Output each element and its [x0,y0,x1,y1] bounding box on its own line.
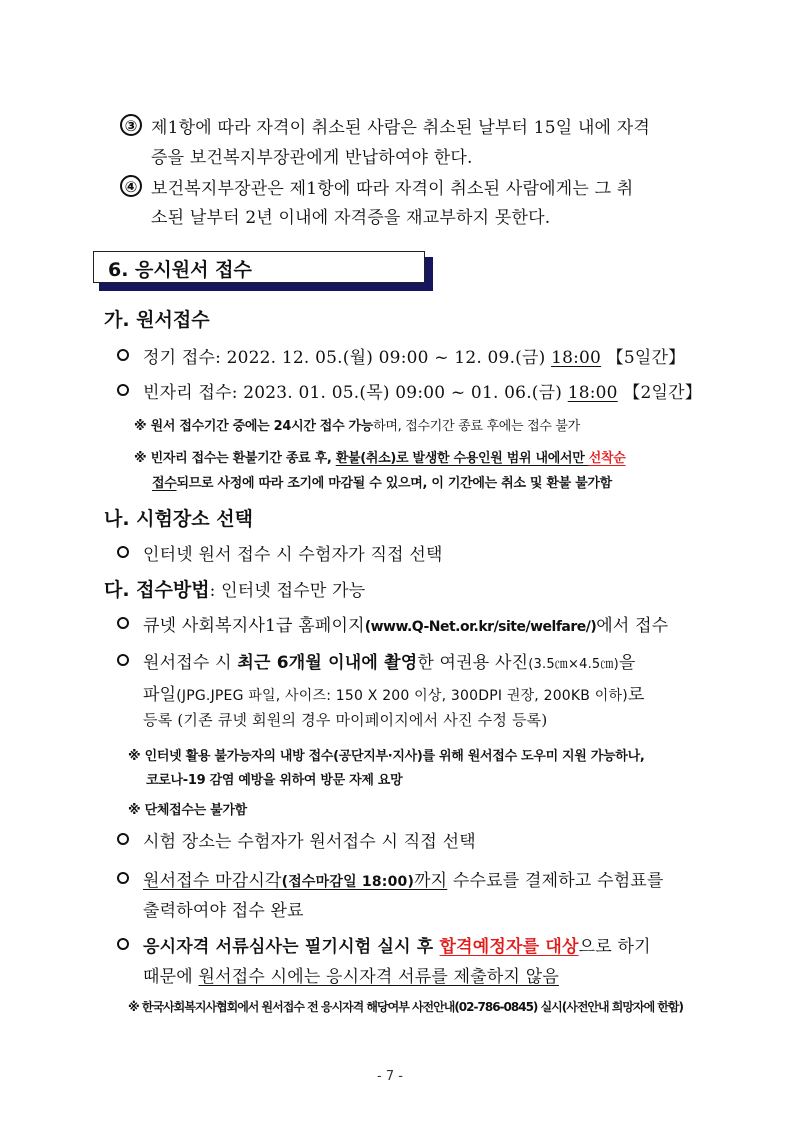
photo-requirement-line3: 등록 (기존 큐넷 회원의 경우 마이페이지에서 사진 수정 등록) [143,711,548,729]
photo-requirement-line1: 원서접수 시 최근 6개월 이내에 촬영한 여권용 사진(3.5㎝×4.5㎝)을 [143,653,636,673]
subheading-da: 다. 접수방법: 인터넷 접수만 가능 [104,579,366,601]
note-24h-application: ※ 원서 접수기간 중에는 24시간 접수 가능하며, 접수기간 종료 후에는 접수 불가 [134,419,580,434]
deadline-line1: 원서접수 마감시각(접수마감일 18:00)까지 수수료를 결제하고 수험표를 [143,871,664,891]
bullet-circle [117,654,129,666]
document-review-line2: 때문에 원서접수 시에는 응시자격 서류를 제출하지 않음 [143,967,559,987]
photo-requirement-line2: 파일(JPG.JPEG 파일, 사이즈: 150 X 200 이상, 300DPI 권장, 200KB 이하)로 [143,685,645,705]
bullet-circle [117,617,129,629]
regular-application-period: 정기 접수: 2022. 12. 05.(월) 09:00 ~ 12. 09.(금) 18:00 【5일간】 [143,348,686,368]
exam-location-text: 인터넷 원서 접수 시 수험자가 직접 선택 [143,545,443,565]
document-review-line1: 응시자격 서류심사는 필기시험 실시 후 합격예정자를 대상으로 하기 [143,937,651,957]
bullet-circle [117,546,129,558]
bullet-circle [117,349,129,361]
note-visit-line2: 코로나-19 감염 예방을 위하여 방문 자제 요망 [146,773,403,788]
qnet-homepage-text: 큐넷 사회복지사1급 홈페이지(www.Q-Net.or.kr/site/welfare/)에서 접수 [143,616,669,636]
subheading-na: 나. 시험장소 선택 [104,508,253,530]
note-group-application: ※ 단체접수는 불가함 [128,803,247,818]
note-vacancy-line1: ※ 빈자리 접수는 환불기간 종료 후, 환불(취소)로 발생한 수용인원 범위 내에서만 선착순 [134,451,626,466]
deadline-line2: 출력하여야 접수 완료 [143,901,304,921]
bullet-circle [117,938,129,950]
page-number: - 7 - [377,1069,403,1084]
vacancy-application-period: 빈자리 접수: 2023. 01. 05.(목) 09:00 ~ 01. 06.(금) 18:00 【2일간】 [143,383,702,403]
bullet-circle [117,872,129,884]
note-visit-line1: ※ 인터넷 활용 불가능자의 내방 접수(공단지부·지사)를 위해 원서접수 도우미 지원 가능하나, [128,749,645,764]
item-3-line2: 증을 보건복지부장관에게 반납하여야 한다. [151,148,473,168]
item-3-line1: 제1항에 따라 자격이 취소된 사람은 취소된 날부터 15일 내에 자격 [151,118,651,138]
bullet-circle [117,384,129,396]
item-4-line2: 소된 날부터 2년 이내에 자격증을 재교부하지 못한다. [151,208,551,228]
note-pre-guidance: ※ 한국사회복지사협회에서 원서접수 전 응시자격 해당여부 사전안내(02-786-0845) 실시(사전안내 희망자에 한함) [128,1000,684,1014]
section-box-shadow-bottom [99,283,433,291]
exam-location-select: 시험 장소는 수험자가 원서접수 시 직접 선택 [143,832,476,852]
subheading-ga: 가. 원서접수 [104,309,210,331]
circled-number-3: ③ [120,114,142,136]
circled-number-4: ④ [120,175,142,197]
note-vacancy-line2: 접수되므로 사정에 따라 조기에 마감될 수 있으며, 이 기간에는 취소 및 환불 불가함 [152,476,612,491]
section-title: 6. 응시원서 접수 [108,259,252,281]
item-4-line1: 보건복지부장관은 제1항에 따라 자격이 취소된 사람에게는 그 취 [151,179,634,199]
bullet-circle [117,833,129,845]
